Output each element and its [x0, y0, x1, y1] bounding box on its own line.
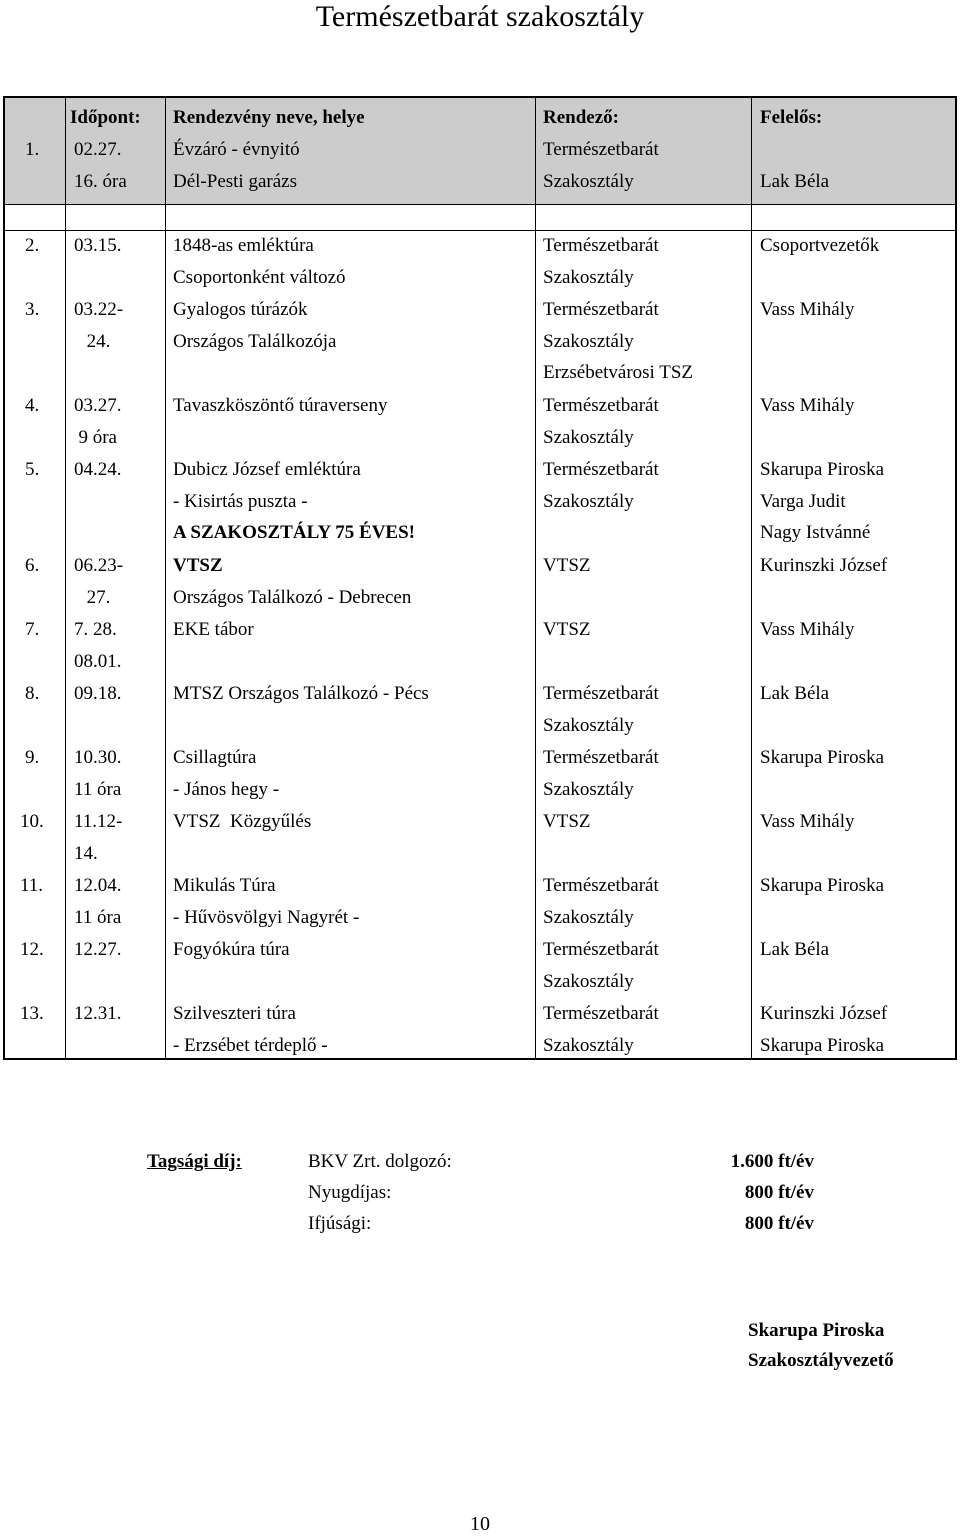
row-event: EKE tábor	[173, 619, 254, 640]
row-organizer: Természetbarát Szakosztály	[543, 875, 659, 928]
header-responsible: Felelős:	[760, 107, 823, 128]
row-number: 7.	[25, 619, 40, 640]
row-date: 12.31.	[74, 1003, 122, 1024]
col-line-date	[65, 98, 66, 1058]
row-event: Csillagtúra - János hegy -	[173, 747, 280, 800]
col-line-event	[165, 98, 166, 1058]
row-event: VTSZ Közgyűlés	[173, 811, 312, 832]
signature-name: Skarupa Piroska	[748, 1320, 885, 1341]
row-number: 6.	[25, 555, 40, 576]
row-responsible: Skarupa Piroska	[760, 747, 885, 768]
row-event: Mikulás Túra - Hűvösvölgyi Nagyrét -	[173, 875, 360, 928]
row-event: 1848-as emléktúra Csoportonként változó	[173, 235, 346, 288]
row-organizer: Természetbarát Szakosztály	[543, 139, 659, 192]
fee-value: 800 ft/év	[744, 1213, 814, 1234]
row-responsible: Lak Béla	[760, 170, 830, 192]
row-number: 4.	[25, 395, 40, 416]
row-organizer: Természetbarát Szakosztály Erzsébetvárosi TSZ	[543, 299, 694, 383]
row-organizer: Természetbarát Szakosztály	[543, 235, 659, 288]
row-date: 04.24.	[74, 459, 122, 480]
fee-value: 800 ft/év	[744, 1182, 814, 1203]
row-number: 12.	[20, 939, 44, 960]
fees-label: Tagsági díj:	[147, 1151, 242, 1172]
header-organizer: Rendező:	[543, 107, 619, 128]
fee-value: 1.600 ft/év	[730, 1151, 814, 1172]
row-number: 1.	[25, 139, 40, 160]
row-date: 03.22- 24.	[74, 299, 124, 352]
row-number: 3.	[25, 299, 40, 320]
row-organizer: Természetbarát Szakosztály	[543, 395, 659, 448]
row-responsible: Kurinszki József Skarupa Piroska	[760, 1003, 888, 1056]
row-event: Dubicz József emléktúra - Kisirtás puszta - A SZAKOSZTÁLY 75 ÉVES!	[173, 459, 415, 543]
row-event: Szilveszteri túra - Erzsébet térdeplő -	[173, 1003, 328, 1056]
row-number: 11.	[20, 875, 44, 896]
row-number: 13.	[20, 1003, 44, 1024]
row-responsible: Skarupa Piroska Varga Judit Nagy Istvánné	[760, 459, 885, 543]
row-event: MTSZ Országos Találkozó - Pécs	[173, 683, 429, 704]
row-responsible: Lak Béla	[760, 939, 830, 960]
row-organizer: Természetbarát Szakosztály	[543, 459, 659, 512]
signature-role: Szakosztályvezető	[748, 1350, 894, 1371]
row-date: 11.12- 14.	[74, 811, 123, 864]
row-date: 02.27. 16. óra	[74, 139, 127, 192]
row-responsible: Skarupa Piroska	[760, 875, 885, 896]
row-date: 7. 28. 08.01.	[74, 619, 122, 672]
row-organizer: Természetbarát Szakosztály	[543, 683, 659, 736]
fee-name: Ifjúsági:	[308, 1213, 372, 1234]
row-date: 10.30. 11 óra	[74, 747, 122, 800]
row-date: 03.15.	[74, 235, 122, 256]
row-number: 10.	[20, 811, 44, 832]
row-event: Tavaszköszöntő túraverseny	[173, 395, 388, 416]
row-organizer: Természetbarát Szakosztály	[543, 939, 659, 992]
row-date: 12.04. 11 óra	[74, 875, 122, 928]
row-event: Évzáró - évnyitó Dél-Pesti garázs	[173, 139, 300, 192]
row-date: 06.23- 27.	[74, 555, 124, 608]
row-number: 5.	[25, 459, 40, 480]
row-responsible: Vass Mihály	[760, 619, 855, 640]
row-line-header	[5, 204, 955, 205]
row-number: 2.	[25, 235, 40, 256]
row-date: 12.27.	[74, 939, 122, 960]
row-organizer: Természetbarát Szakosztály	[543, 1003, 659, 1056]
row-responsible: Vass Mihály	[760, 811, 855, 832]
header-event: Rendezvény neve, helye	[173, 107, 365, 128]
col-line-resp	[751, 98, 752, 1058]
row-responsible: Csoportvezetők	[760, 235, 880, 256]
row-date: 03.27. 9 óra	[74, 395, 122, 448]
row-organizer: Természetbarát Szakosztály	[543, 747, 659, 800]
fee-name: Nyugdíjas:	[308, 1182, 392, 1203]
col-line-org	[535, 98, 536, 1058]
row-organizer: VTSZ	[543, 619, 591, 640]
row-organizer: VTSZ	[543, 555, 591, 576]
row-event: Gyalogos túrázók Országos Találkozója	[173, 299, 337, 352]
row-responsible: Vass Mihály	[760, 299, 855, 320]
signature-block	[748, 1316, 894, 1376]
page-number: 10	[470, 1513, 490, 1535]
header-date: Időpont:	[70, 107, 141, 128]
page-title: Természetbarát szakosztály	[315, 0, 645, 33]
row-responsible: Vass Mihály	[760, 395, 855, 416]
row-responsible: Kurinszki József	[760, 555, 888, 576]
row-event: VTSZ Országos Találkozó - Debrecen	[173, 555, 412, 608]
row-number: 8.	[25, 683, 40, 704]
row-date: 09.18.	[74, 683, 122, 704]
fee-name: BKV Zrt. dolgozó:	[308, 1151, 452, 1172]
row-event: Fogyókúra túra	[173, 939, 290, 960]
row-number: 9.	[25, 747, 40, 768]
row-responsible: Lak Béla	[760, 683, 830, 704]
row-organizer: VTSZ	[543, 811, 591, 832]
